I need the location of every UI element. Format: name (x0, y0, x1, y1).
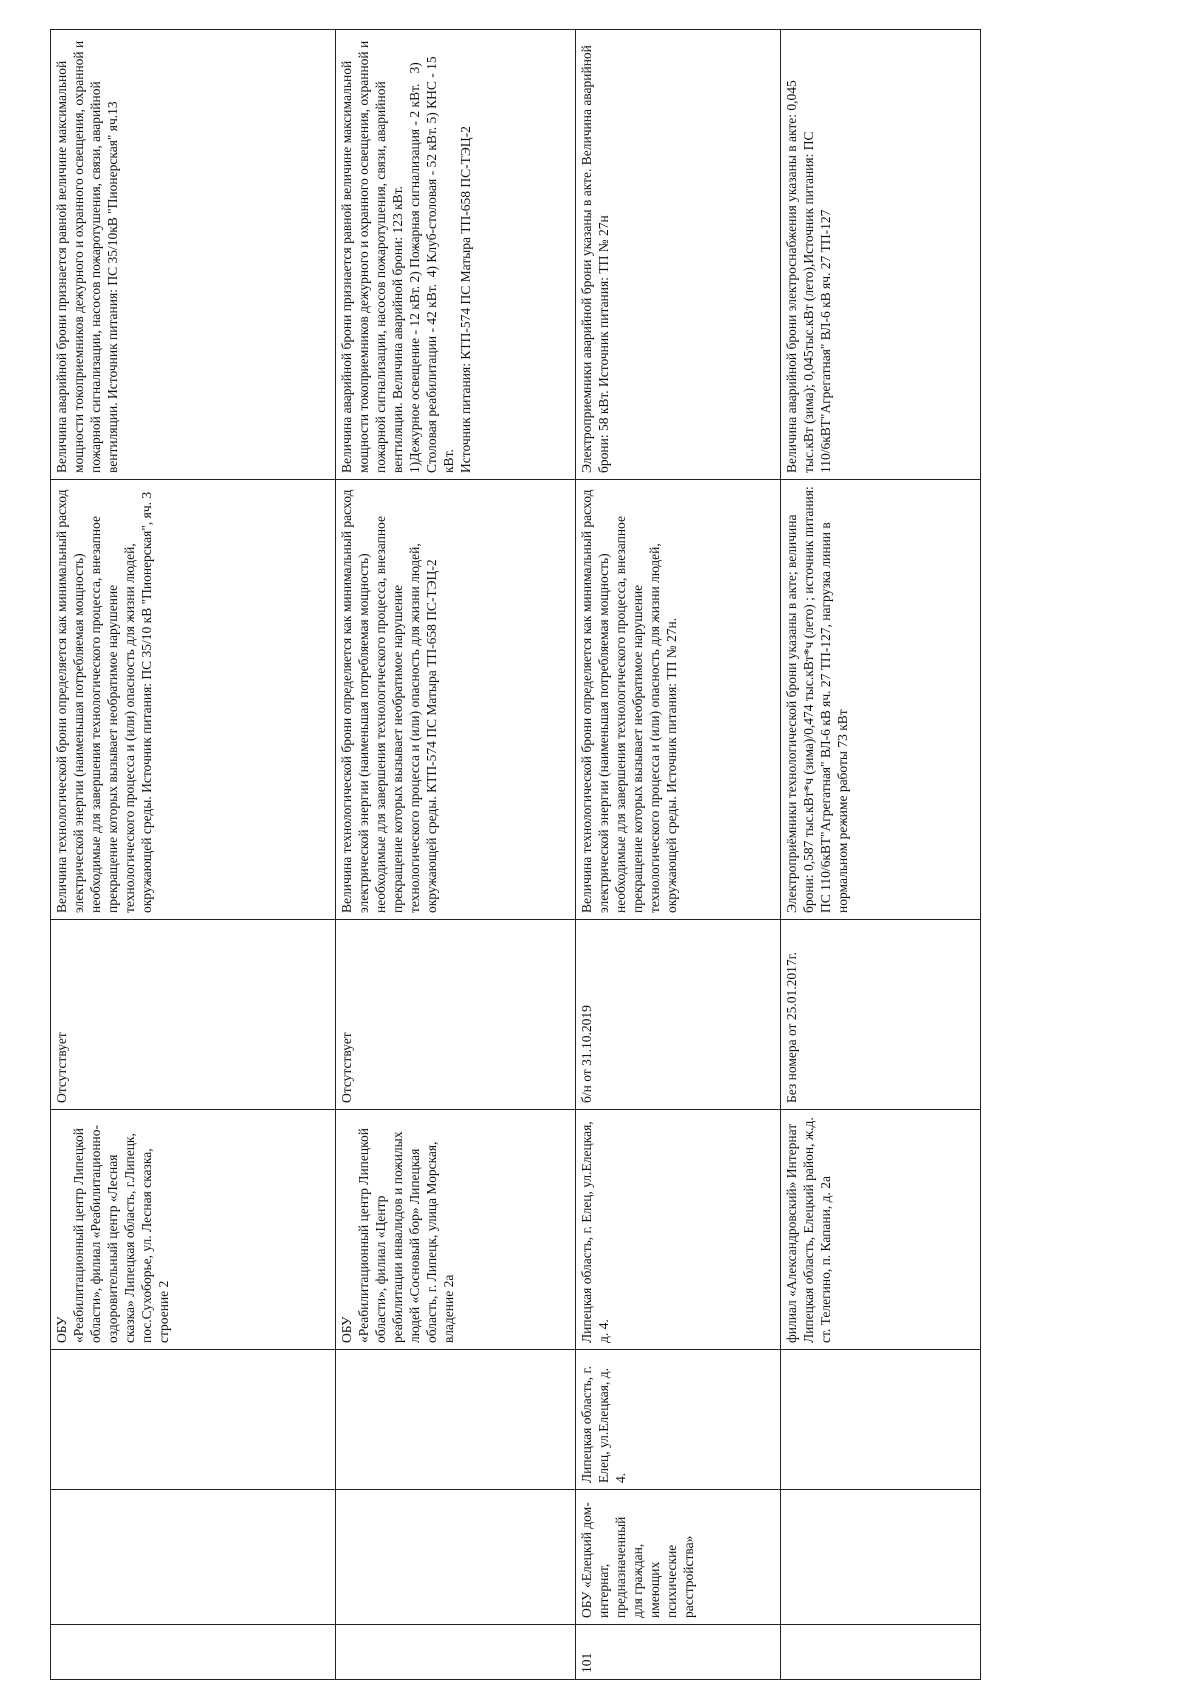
object-address-cell: ОБУ «Реабилитационный центр Липецкой области», филиал «Реабилитационно-оздоровительный центр «Лесная сказка» Липецкая область, г.Липецк, пос.Сухоборье, ул. Лесная сказка, строение 2 (51, 1110, 336, 1350)
organization-address-cell (51, 1350, 336, 1490)
emergency-reserve-cell: Электроприемники аварийной брони указаны в акте. Величина аварийной брони: 58 кВт. Источник питания: ТП № 27н (576, 30, 781, 480)
technological-reserve-cell: Величина технологической брони определяется как минимальный расход электрической энергии (наименьшая потребляемая мощность) необходимые для завершения технологического процесса, внезапное прекращение которых вызывает необратимое нарушение технологического процесса и (или) опасность для жизни людей, окружающей среды. Источник питания: ТП № 27н. (576, 480, 781, 920)
infrastructure-table (50, 29, 981, 1680)
act-cell: Отсутствует (336, 920, 576, 1110)
act-cell: б/н от 31.10.2019 (576, 920, 781, 1110)
organization-address-cell: Липецкая область, г. Елец, ул.Елецкая, д. 4. (576, 1350, 781, 1490)
technological-reserve-cell: Величина технологической брони определяется как минимальный расход электрической энергии (наименьшая потребляемая мощность) необходимые для завершения технологического процесса, внезапное прекращение которых вызывает необратимое нарушение технологического процесса и (или) опасность для жизни людей, окружающей среды. Источник питания: ПС 35/10 кВ "Пионерская", яч. 3 (51, 480, 336, 920)
emergency-reserve-cell: Величина аварийной брони признается равной величине максимальной мощности токоприемников дежурного и охранного освещения, охранной и пожарной сигнализации, насосов пожаротушения, связи, аварийной вентиляции. Источник питания: ПС 35/10кВ "Пионерская" яч.13 (51, 30, 336, 480)
table-row (51, 30, 336, 1680)
organization-name-cell: ОБУ «Елецкий дом-интернат, предназначенный для граждан, имеющих психические расстройства» (576, 1490, 781, 1625)
object-address-cell: филиал «Александровский» Интернат Липецкая область, Елецкий район, ж.д. ст. Телегино, п. Капани, д. 2а (781, 1110, 981, 1350)
organization-name-cell (781, 1490, 981, 1625)
organization-address-cell (336, 1350, 576, 1490)
technological-reserve-cell: Электроприёмники технологической брони указаны в акте; величина брони: 0,587 тыс.кВт*ч (зима)/0,474 тыс.кВт*ч (лето) ; источник питания: ПС 110/6кВТ"Агрегатная" ВЛ-6 кВ яч. 27 ТП-127, нагрузка линии в нормальном режиме работы 73 кВт (781, 480, 981, 920)
act-cell: Без номера от 25.01.2017г. (781, 920, 981, 1110)
object-address-cell: Липецкая область, г. Елец, ул.Елецкая, д. 4. (576, 1110, 781, 1350)
object-address-cell: ОБУ «Реабилитационный центр Липецкой области», филиал «Центр реабилитации инвалидов и пожилых людей «Сосновый бор» Липецкая область, г. Липецк, улица Морская, владение 2а (336, 1110, 576, 1350)
organization-name-cell (336, 1490, 576, 1625)
row-number-cell (336, 1625, 576, 1680)
organization-name-cell (51, 1490, 336, 1625)
emergency-reserve-cell: Величина аварийной брони электроснабжения указаны в акте: 0,045 тыс.кВт (зима); 0,045тыс.кВт (лето),Источник питания: ПС 110/6кВТ"Агрегатная" ВЛ-6 кВ яч. 27 ТП-127 (781, 30, 981, 480)
row-number-cell: 101 (576, 1625, 781, 1680)
table-row (576, 30, 781, 1680)
technological-reserve-cell: Величина технологической брони определяется как минимальный расход электрической энергии (наименьшая потребляемая мощность) необходимые для завершения технологического процесса, внезапное прекращение которых вызывает необратимое нарушение технологического процесса и (или) опасность для жизни людей, окружающей среды. КТП-574 ПС Матыра ТП-658 ПС-ТЭЦ-2 (336, 480, 576, 920)
act-cell: Отсутствует (51, 920, 336, 1110)
emergency-reserve-cell: Величина аварийной брони признается равной величине максимальной мощности токоприемников дежурного и охранного освещения, охранной и пожарной сигнализации, насосов пожаротушения, связи, аварийной вентиляции. Величина аварийной брони: 123 кВт. 1)Дежурное освещение - 12 кВт. 2) Пожарная сигнализация - 2 кВт. 3) Столовая реабилитации - 42 кВт. 4) Клуб-столовая - 52 кВт. 5) КНС - 15 кВт. Источник питания: КТП-574 ПС Матыра ТП-658 ПС-ТЭЦ-2 (336, 30, 576, 480)
row-number-cell (781, 1625, 981, 1680)
row-number-cell (51, 1625, 336, 1680)
table-row (336, 30, 576, 1680)
table-row (781, 30, 981, 1680)
rotated-table-frame (50, 30, 1020, 1680)
organization-address-cell (781, 1350, 981, 1490)
